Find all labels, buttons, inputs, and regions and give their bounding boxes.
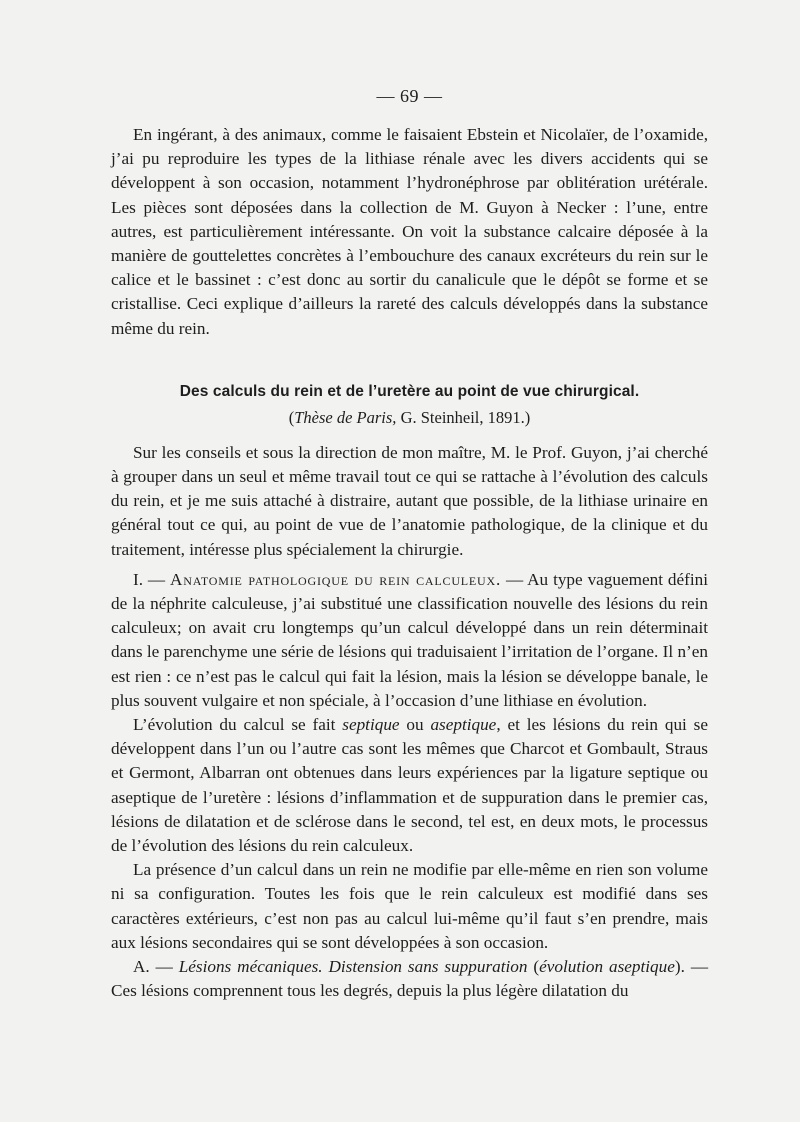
- evolution-text-b: ou: [399, 715, 431, 735]
- heading-lead: I. —: [133, 569, 171, 589]
- section-ref-open: (: [288, 407, 295, 427]
- evolution-text-a: L’évolution du calcul se fait: [133, 715, 343, 735]
- evolution-text-c: , et les lésions du rein qui se développent dans l’un ou l’autre cas sont les mêmes que Charcot et Gombault, Straus et Germont, Albarran ont obtenues dans leurs expériences par la ligature septique ou aseptique de l’uretère : lésions d’inflammation et de suppuration dans le premier cas, lésions de dilatation et de sclérose dans le second, tel est, en deux mots, le processus de l’évolution des lésions du rein calculeux.: [111, 715, 708, 856]
- evolution-italic-septique: septique: [342, 715, 400, 735]
- lesions-italic-evolution: évolution aseptique: [539, 957, 675, 977]
- paragraph-oxamide: En ingérant, à des animaux, comme le faisaient Ebstein et Nicolaïer, de l’oxamide, j’ai pu reproduire les types de la lithiase rénale avec les divers accidents qui se développent à son occasion, notamment l’hydronéphrose par oblitération urétérale. Les pièces sont déposées dans la collection de M. Guyon à Necker : l’une, entre autres, est particulièrement intéressante. On voit la substance calcaire déposée à la manière de gouttelettes concrètes à l’embouchure des canaux excréteurs du rein sur le calice et le bassinet : c’est donc au sortir du canalicule que le dépôt se forme et se cristallise. Ceci explique d’ailleurs la rareté des calculs développés dans la substance même du rein.: [111, 125, 708, 338]
- heading-smallcaps: Anatomie pathologique du rein calculeux.: [170, 569, 502, 589]
- lesions-paren-open: (: [527, 957, 540, 977]
- document-page: [111, 86, 708, 1004]
- section-ref-publisher: G. Steinheil, 1891.): [396, 407, 531, 427]
- lesions-paren-close: ).: [674, 957, 685, 977]
- paragraph-conseils: Sur les conseils et sous la direction de mon maître, M. le Prof. Guyon, j’ai cherché à grouper dans un seul et même travail tout ce qui se rattache à l’évolution des calculs du rein, et je me suis attaché à distraire, autant que possible, de la lithiase urinaire en général tout ce qui, au point de vue de l’anatomie pathologique, de la clinique et du traitement, intéresse plus spécialement la chirurgie.: [111, 442, 708, 559]
- lesions-italic-title: Lésions mécaniques. Distension sans suppuration: [178, 957, 528, 977]
- section-ref-title: Thèse de Paris,: [294, 407, 397, 427]
- lesions-body: — Ces lésions comprennent tous les degrés, depuis la plus légère dilatation du: [111, 957, 708, 1001]
- section-title: Des calculs du rein et de l’uretère au point de vue chirurgical.: [179, 382, 640, 400]
- section-reference: [111, 407, 708, 429]
- page-number: — 69 —: [376, 86, 443, 106]
- paragraph-anatomie: [111, 568, 708, 713]
- evolution-italic-aseptique: aseptique: [430, 715, 497, 735]
- lesions-lead: A. —: [133, 957, 179, 977]
- paragraph-lesions-mecaniques: [111, 955, 708, 1003]
- paragraph-evolution: [111, 713, 708, 858]
- paragraph-presence: La présence d’un calcul dans un rein ne modifie par elle-même en rien son volume ni sa configuration. Toutes les fois que le rein calculeux est modifié dans ses caractères extérieurs, c’est non pas au calcul lui-même qu’il faut s’en prendre, mais aux lésions secondaires qui se sont développées à son occasion.: [111, 860, 708, 952]
- paragraph-anatomie-body: — Au type vaguement défini de la néphrite calculeuse, j’ai substitué une classification nouvelle des lésions du rein calculeux; on avait cru longtemps qu’un calcul développé dans un rein déterminait dans le parenchyme une série de lésions qui traduisaient l’irritation de l’organe. Il n’en est rien : ce n’est pas le calcul qui fait la lésion, mais la lésion se développe banale, le plus souvent vulgaire et non spéciale, à l’occasion d’une lithiase en évolution.: [111, 569, 708, 710]
